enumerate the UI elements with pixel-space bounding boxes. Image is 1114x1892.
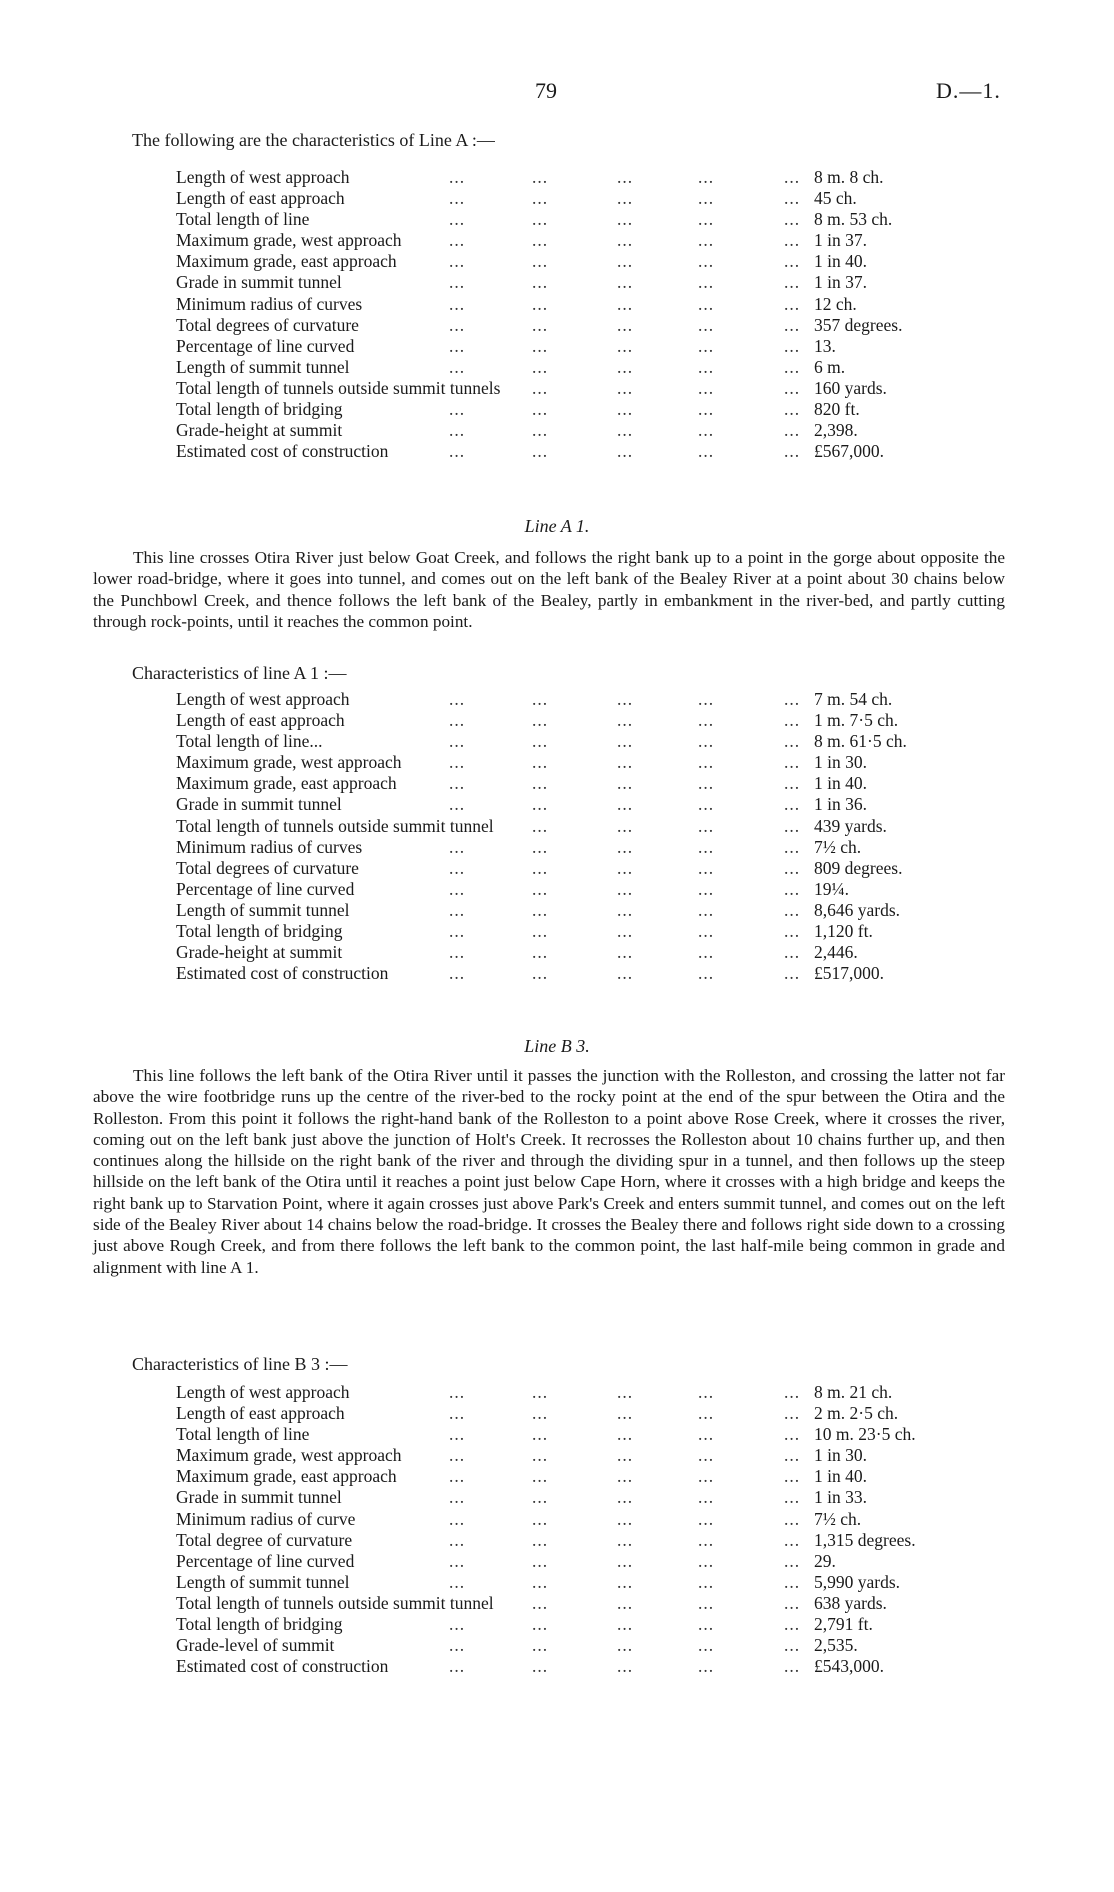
characteristic-value: 160 yards. bbox=[814, 377, 887, 398]
characteristic-label: Maximum grade, west approach bbox=[176, 752, 402, 773]
characteristic-value: £567,000. bbox=[814, 441, 884, 462]
characteristic-row bbox=[176, 378, 956, 399]
line-a1-heading: Line A 1. bbox=[524, 516, 590, 536]
characteristic-label: Length of west approach bbox=[176, 689, 350, 709]
characteristic-label: Total length of line bbox=[176, 209, 310, 230]
leader-dots: ... ... ... ... ... bbox=[449, 752, 801, 773]
characteristic-row bbox=[176, 752, 956, 773]
characteristic-row bbox=[176, 710, 956, 731]
characteristic-label: Estimated cost of construction bbox=[176, 1656, 389, 1677]
characteristic-value: 1 in 40. bbox=[814, 773, 867, 794]
characteristic-row bbox=[176, 441, 956, 462]
leader-dots: ... ... ... ... ... bbox=[449, 773, 801, 794]
characteristic-label: Length of west approach bbox=[176, 167, 350, 187]
leader-dots: ... ... ... ... bbox=[532, 1592, 801, 1613]
characteristic-label: Maximum grade, east approach bbox=[176, 251, 397, 272]
leader-dots: ... ... ... ... ... bbox=[449, 1466, 801, 1487]
characteristic-label: Total degrees of curvature bbox=[176, 314, 359, 335]
leader-dots: ... ... ... ... ... bbox=[449, 1403, 801, 1424]
characteristic-value: 357 degrees. bbox=[814, 314, 903, 335]
characteristic-value: 6 m. bbox=[814, 356, 846, 377]
leader-dots: ... ... ... ... ... bbox=[449, 420, 801, 441]
characteristic-label: Total length of tunnels outside summit tunnel bbox=[176, 1592, 494, 1613]
characteristic-value: 1 in 36. bbox=[814, 794, 867, 815]
characteristic-row bbox=[176, 731, 956, 752]
characteristic-value: 1 in 30. bbox=[814, 752, 867, 773]
leader-dots: ... ... ... ... ... bbox=[449, 399, 801, 420]
leader-dots: ... ... ... ... bbox=[532, 815, 801, 836]
leader-dots: ... ... ... ... ... bbox=[449, 314, 801, 335]
characteristic-label: Total degree of curvature bbox=[176, 1529, 353, 1550]
leader-dots: ... ... ... ... ... bbox=[449, 921, 801, 942]
leader-dots: ... ... ... ... ... bbox=[449, 1656, 801, 1677]
characteristic-value: 439 yards. bbox=[814, 815, 887, 836]
characteristic-value: 8,646 yards. bbox=[814, 899, 901, 920]
characteristic-label: Minimum radius of curves bbox=[176, 293, 363, 314]
line-b3-description: This line follows the left bank of the Otira River until it passes the junction with the Rolleston, and crossing the latter not far above the wire footbridge runs up the centre of the river-bed to the rocky point at the end of the spur between the Otira and the Rolleston. From this point it follows the right-hand bank of the Rolleston to a point above Rose Creek, where it crosses the river, coming out on the left bank just above the junction of Holt's Creek. It recrosses the Rolleston about 10 chains further up, and then continues along the hillside on the right bank of the river and through the dividing spur in a tunnel, and then follows up the steep hillside on the left bank of the Otira until it reaches a point just below Cape Horn, where it crosses with a high bridge and keeps the right bank up to Starvation Point, where it again crosses just above Park's Creek and enters summit tunnel, and comes out on the left side of the Bealey River about 14 chains below the road-bridge. It crosses the Bealey there and follows right side down to a crossing just above Rough Creek, and from there follows the left bank to the common point, the last half-mile being common in grade and alignment with line A 1. bbox=[93, 1066, 1005, 1277]
characteristic-label: Total length of line... bbox=[176, 731, 323, 752]
characteristic-label: Total length of tunnels outside summit tunnels bbox=[176, 377, 501, 398]
characteristic-row bbox=[176, 272, 956, 293]
characteristic-value: 2,398. bbox=[814, 420, 858, 441]
characteristic-label: Percentage of line curved bbox=[176, 335, 355, 356]
characteristic-label: Maximum grade, west approach bbox=[176, 230, 402, 251]
leader-dots: ... ... ... ... ... bbox=[449, 251, 801, 272]
characteristic-label: Grade-height at summit bbox=[176, 942, 343, 963]
characteristic-row bbox=[176, 1614, 956, 1635]
characteristic-row bbox=[176, 921, 956, 942]
characteristic-row bbox=[176, 900, 956, 921]
characteristic-row bbox=[176, 1509, 956, 1530]
characteristic-value: 12 ch. bbox=[814, 293, 857, 314]
leader-dots: ... ... ... ... ... bbox=[449, 1445, 801, 1466]
characteristic-label: Total length of line bbox=[176, 1424, 310, 1445]
characteristic-value: 13. bbox=[814, 335, 836, 356]
leader-dots: ... ... ... ... ... bbox=[449, 356, 801, 377]
line-a1-intro: Characteristics of line A 1 :— bbox=[132, 663, 347, 683]
characteristic-value: £543,000. bbox=[814, 1656, 884, 1677]
characteristic-label: Estimated cost of construction bbox=[176, 441, 389, 462]
characteristic-value: 7½ ch. bbox=[814, 1508, 862, 1529]
characteristic-row bbox=[176, 230, 956, 251]
characteristic-value: 2,791 ft. bbox=[814, 1614, 873, 1635]
leader-dots: ... ... ... ... ... bbox=[449, 293, 801, 314]
characteristic-label: Maximum grade, east approach bbox=[176, 1466, 397, 1487]
leader-dots: ... ... ... ... ... bbox=[449, 1529, 801, 1550]
characteristic-value: 7 m. 54 ch. bbox=[814, 689, 893, 709]
characteristic-value: 10 m. 23·5 ch. bbox=[814, 1424, 916, 1445]
leader-dots: ... ... ... ... ... bbox=[449, 1614, 801, 1635]
characteristic-value: 45 ch. bbox=[814, 188, 857, 209]
characteristic-row bbox=[176, 858, 956, 879]
characteristic-label: Total length of bridging bbox=[176, 399, 343, 420]
characteristic-value: 1 in 30. bbox=[814, 1445, 867, 1466]
characteristic-row bbox=[176, 336, 956, 357]
characteristic-row bbox=[176, 399, 956, 420]
characteristic-value: 8 m. 61·5 ch. bbox=[814, 731, 907, 752]
characteristic-label: Grade-level of summit bbox=[176, 1635, 335, 1656]
characteristic-value: 1 in 40. bbox=[814, 1466, 867, 1487]
characteristic-label: Grade in summit tunnel bbox=[176, 794, 342, 815]
characteristic-label: Length of east approach bbox=[176, 1403, 345, 1424]
characteristic-value: 1 in 40. bbox=[814, 251, 867, 272]
characteristic-label: Grade in summit tunnel bbox=[176, 272, 342, 293]
characteristic-row bbox=[176, 1530, 956, 1551]
characteristic-row bbox=[176, 315, 956, 336]
leader-dots: ... ... ... ... ... bbox=[449, 836, 801, 857]
leader-dots: ... ... ... ... ... bbox=[449, 188, 801, 209]
characteristic-row bbox=[176, 1487, 956, 1508]
characteristic-row bbox=[176, 816, 956, 837]
leader-dots: ... ... ... ... ... bbox=[449, 209, 801, 230]
leader-dots: ... ... ... ... ... bbox=[449, 1550, 801, 1571]
leader-dots: ... ... ... ... ... bbox=[449, 942, 801, 963]
characteristic-row bbox=[176, 1551, 956, 1572]
characteristic-label: Length of summit tunnel bbox=[176, 899, 350, 920]
line-a-characteristics bbox=[176, 167, 956, 462]
line-b3-heading: Line B 3. bbox=[524, 1036, 590, 1056]
characteristic-row bbox=[176, 1382, 956, 1403]
characteristic-row bbox=[176, 794, 956, 815]
characteristic-row bbox=[176, 879, 956, 900]
leader-dots: ... ... ... ... ... bbox=[449, 899, 801, 920]
characteristic-value: 820 ft. bbox=[814, 399, 860, 420]
characteristic-label: Grade-height at summit bbox=[176, 420, 343, 441]
leader-dots: ... ... ... ... ... bbox=[449, 1382, 801, 1402]
characteristic-value: £517,000. bbox=[814, 963, 884, 984]
characteristic-value: 7½ ch. bbox=[814, 836, 862, 857]
characteristic-value: 8 m. 21 ch. bbox=[814, 1382, 893, 1402]
leader-dots: ... ... ... ... ... bbox=[449, 731, 801, 752]
characteristic-value: 29. bbox=[814, 1550, 836, 1571]
characteristic-row bbox=[176, 294, 956, 315]
characteristic-label: Length of summit tunnel bbox=[176, 356, 350, 377]
characteristic-label: Percentage of line curved bbox=[176, 1550, 355, 1571]
characteristic-label: Length of east approach bbox=[176, 188, 345, 209]
characteristic-row bbox=[176, 1403, 956, 1424]
characteristic-row bbox=[176, 837, 956, 858]
leader-dots: ... ... ... ... ... bbox=[449, 272, 801, 293]
characteristic-label: Estimated cost of construction bbox=[176, 963, 389, 984]
leader-dots: ... ... ... ... ... bbox=[449, 878, 801, 899]
characteristic-label: Total degrees of curvature bbox=[176, 857, 359, 878]
characteristic-label: Length of west approach bbox=[176, 1382, 350, 1402]
characteristic-label: Maximum grade, west approach bbox=[176, 1445, 402, 1466]
characteristic-row bbox=[176, 357, 956, 378]
characteristic-label: Percentage of line curved bbox=[176, 878, 355, 899]
characteristic-row bbox=[176, 773, 956, 794]
characteristic-row bbox=[176, 1572, 956, 1593]
leader-dots: ... ... ... ... ... bbox=[449, 1571, 801, 1592]
characteristic-row bbox=[176, 942, 956, 963]
leader-dots: ... ... ... ... ... bbox=[449, 167, 801, 187]
characteristic-value: 8 m. 8 ch. bbox=[814, 167, 884, 187]
characteristic-row bbox=[176, 188, 956, 209]
leader-dots: ... ... ... ... ... bbox=[449, 441, 801, 462]
line-a-intro: The following are the characteristics of Line A :— bbox=[132, 130, 495, 150]
characteristic-row bbox=[176, 1445, 956, 1466]
characteristic-row bbox=[176, 420, 956, 441]
characteristic-value: 1,315 degrees. bbox=[814, 1529, 916, 1550]
leader-dots: ... ... ... ... ... bbox=[449, 710, 801, 731]
characteristic-label: Total length of bridging bbox=[176, 921, 343, 942]
document-reference: D.—1. bbox=[936, 78, 1001, 103]
characteristic-value: 1 in 37. bbox=[814, 230, 867, 251]
characteristic-label: Total length of tunnels outside summit tunnel bbox=[176, 815, 494, 836]
characteristic-value: 1 m. 7·5 ch. bbox=[814, 710, 899, 731]
characteristic-row bbox=[176, 251, 956, 272]
characteristic-row bbox=[176, 1656, 956, 1677]
line-b3-characteristics bbox=[176, 1382, 956, 1677]
leader-dots: ... ... ... ... ... bbox=[449, 963, 801, 984]
characteristic-value: 638 yards. bbox=[814, 1592, 887, 1613]
leader-dots: ... ... ... ... ... bbox=[449, 689, 801, 709]
characteristic-value: 5,990 yards. bbox=[814, 1571, 901, 1592]
characteristic-row bbox=[176, 1424, 956, 1445]
characteristic-label: Length of east approach bbox=[176, 710, 345, 731]
characteristic-value: 2 m. 2·5 ch. bbox=[814, 1403, 899, 1424]
characteristic-label: Total length of bridging bbox=[176, 1614, 343, 1635]
characteristic-row bbox=[176, 1593, 956, 1614]
leader-dots: ... ... ... ... ... bbox=[449, 1508, 801, 1529]
characteristic-value: 19¼. bbox=[814, 878, 849, 899]
characteristic-row bbox=[176, 1466, 956, 1487]
characteristic-row bbox=[176, 689, 956, 710]
characteristic-value: 2,446. bbox=[814, 942, 858, 963]
characteristic-value: 1 in 37. bbox=[814, 272, 867, 293]
characteristic-value: 1 in 33. bbox=[814, 1487, 867, 1508]
characteristic-value: 809 degrees. bbox=[814, 857, 903, 878]
characteristic-value: 1,120 ft. bbox=[814, 921, 873, 942]
line-b3-intro: Characteristics of line B 3 :— bbox=[132, 1354, 348, 1374]
leader-dots: ... ... ... ... ... bbox=[449, 1424, 801, 1445]
leader-dots: ... ... ... ... ... bbox=[449, 1635, 801, 1656]
leader-dots: ... ... ... ... ... bbox=[449, 1487, 801, 1508]
leader-dots: ... ... ... ... ... bbox=[449, 857, 801, 878]
line-a1-characteristics bbox=[176, 689, 956, 984]
characteristic-row bbox=[176, 167, 956, 188]
characteristic-label: Maximum grade, east approach bbox=[176, 773, 397, 794]
characteristic-value: 2,535. bbox=[814, 1635, 858, 1656]
page-number: 79 bbox=[535, 78, 557, 103]
leader-dots: ... ... ... ... ... bbox=[449, 230, 801, 251]
characteristic-row bbox=[176, 963, 956, 984]
characteristic-label: Minimum radius of curve bbox=[176, 1508, 356, 1529]
leader-dots: ... ... ... ... ... bbox=[449, 335, 801, 356]
characteristic-row bbox=[176, 209, 956, 230]
line-a1-description: This line crosses Otira River just below Goat Creek, and follows the right bank up to a point in the gorge about opposite the lower road-bridge, where it goes into tunnel, and comes out on the left bank of the Bealey River at a point about 30 chains below the Punchbowl Creek, and thence follows the left bank of the Bealey, partly in embankment in the river-bed, and partly cutting through rock-points, until it reaches the common point. bbox=[93, 548, 1005, 631]
characteristic-row bbox=[176, 1635, 956, 1656]
characteristic-label: Minimum radius of curves bbox=[176, 836, 363, 857]
characteristic-label: Grade in summit tunnel bbox=[176, 1487, 342, 1508]
leader-dots: ... ... ... ... bbox=[532, 377, 801, 398]
leader-dots: ... ... ... ... ... bbox=[449, 794, 801, 815]
characteristic-label: Length of summit tunnel bbox=[176, 1571, 350, 1592]
characteristic-value: 8 m. 53 ch. bbox=[814, 209, 893, 230]
